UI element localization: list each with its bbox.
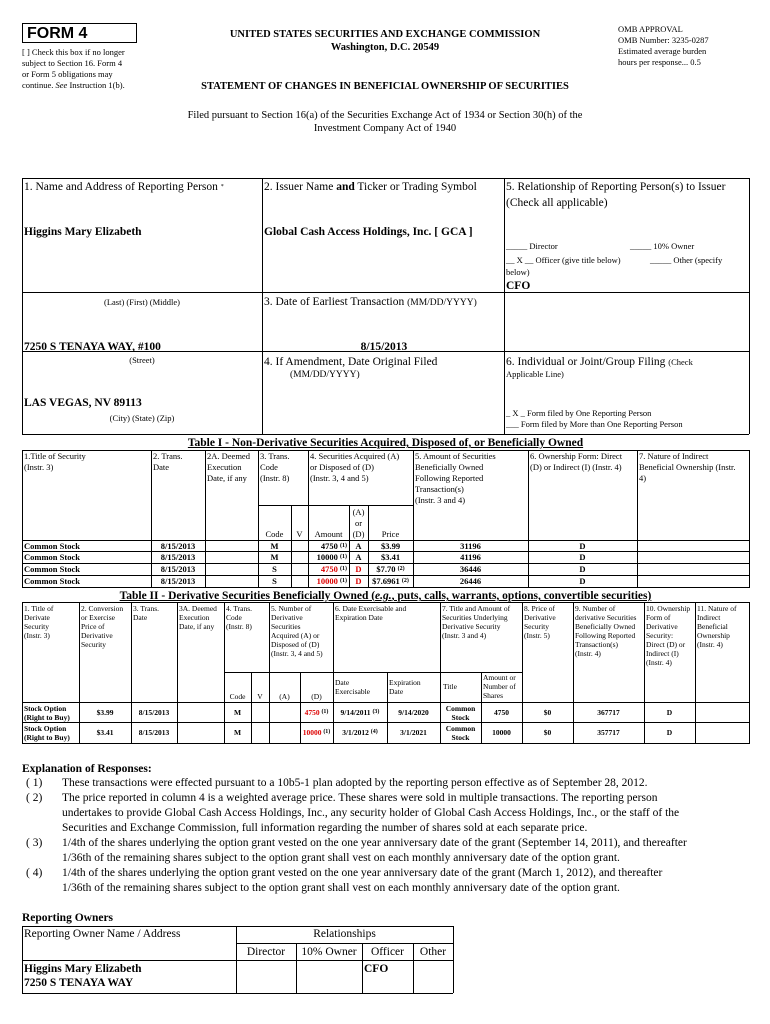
derivative-price: $0: [543, 728, 552, 737]
header-line: (Instr. 4): [646, 658, 672, 667]
header-line: Indirect (I): [646, 649, 679, 658]
transaction-date: 8/15/2013: [160, 552, 196, 562]
amount-value: 4750: [320, 564, 340, 574]
multiple-reporting-persons-option[interactable]: ___ Form filed by More than One Reporting Person: [506, 419, 683, 429]
transaction-code: M: [270, 541, 279, 551]
amount-owned: 26446: [459, 576, 482, 586]
exercise-price: $3.99: [96, 708, 114, 717]
footnote-ref[interactable]: (1): [340, 578, 347, 584]
ownership-form: D: [579, 552, 586, 562]
grid-line: [749, 602, 750, 744]
agency-name: UNITED STATES SECURITIES AND EXCHANGE COMMISSION: [229, 29, 541, 40]
t2-header-ownership-form: [646, 604, 690, 667]
header-line: Security: [81, 640, 106, 649]
acquired-disposed: A: [355, 541, 362, 551]
issuer-name: Global Cash Access Holdings, Inc. [ GCA ]: [264, 226, 473, 238]
header-line: Execution: [179, 613, 210, 622]
header-line: (Instr. 5): [524, 631, 550, 640]
form4-checkbox-text[interactable]: [22, 47, 157, 91]
footnote-ref[interactable]: (2): [397, 566, 405, 572]
amount: [308, 564, 347, 575]
header-line: 11. Nature of: [697, 604, 737, 613]
owners-director: Director: [246, 946, 286, 958]
grid-line: [749, 450, 750, 588]
security-title: Common Stock: [24, 541, 80, 551]
t1-sub-code: Code: [265, 529, 284, 539]
owners-relationships: Relationships: [313, 928, 376, 940]
filed-pursuant-line-1: Filed pursuant to Section 16(a) of the Securities Exchange Act of 1934 or Section 30(h) of the: [187, 110, 583, 121]
t2-header-date: [133, 604, 159, 622]
t1-header-date: 2. Trans. Date: [153, 451, 183, 472]
grid-line: [22, 960, 453, 961]
ownership-form: D: [579, 576, 586, 586]
header-line: 2. Conversion: [81, 604, 124, 613]
ten-percent-owner-checkbox[interactable]: _____ 10% Owner: [630, 241, 695, 251]
footnote-number: ( 2): [26, 792, 43, 804]
owners-officer: Officer: [371, 946, 404, 958]
t1-header-nature: 7. Nature of Indirect Beneficial Ownership (Instr. 4): [639, 451, 736, 483]
footnote-text: 1/4th of the shares underlying the option grant vested on the one year anniversary date of the grant (September 14, 2011), and thereafter: [62, 837, 687, 849]
grid-line: [22, 587, 749, 588]
header-line: Shares: [483, 691, 503, 700]
t1-header-acquired: 4. Securities Acquired (A) or Disposed of (D) (Instr. 3, 4 and 5): [310, 451, 400, 483]
header-line: Price of: [81, 622, 105, 631]
header-line: Form of: [646, 613, 671, 622]
t2-header-number: [271, 604, 323, 658]
t2-header-code: [226, 604, 252, 631]
header-line: 1. Title of: [24, 604, 54, 613]
grid-line: [22, 702, 749, 703]
grid-line: [22, 292, 262, 293]
grid-line: [22, 993, 453, 994]
checkbox-line: or Form 5 obligations may: [22, 69, 113, 79]
header-line: (Instr. 3, 4 and 5): [271, 649, 323, 658]
checkbox-line: subject to Section 16. Form 4: [22, 58, 123, 68]
filed-pursuant-line-2: Investment Company Act of 1940: [313, 123, 457, 134]
footnote-text: 1/36th of the remaining shares subject to the option grant shall vest on each monthly anniversary date of the option grant.: [62, 852, 620, 864]
earliest-transaction-date: 8/15/2013: [360, 341, 408, 353]
box1-label: 1. Name and Address of Reporting Person *: [24, 181, 224, 193]
amount: [308, 576, 347, 587]
owners-other: Other: [419, 946, 447, 958]
header-line: Acquired (A) or: [271, 631, 320, 640]
officer-checkbox[interactable]: __ X __ Officer (give title below): [506, 255, 621, 265]
box5-label-line: (Check all applicable): [506, 197, 608, 209]
t2-header-nature: [697, 604, 737, 649]
amount: [308, 541, 347, 552]
grid-line: [749, 178, 750, 434]
table1-title: Table I - Non-Derivative Securities Acquired, Disposed of, or Beneficially Owned: [187, 437, 584, 449]
grid-line: [637, 450, 638, 588]
ownership-form: D: [579, 564, 586, 574]
grid-line: [22, 178, 23, 434]
derivative-title: [24, 704, 70, 722]
exercisable-value: 3/1/2012: [342, 728, 371, 737]
footnote-ref[interactable]: (4): [370, 729, 378, 735]
t2-sub-v: V: [257, 692, 263, 701]
ownership-form: D: [666, 728, 673, 737]
header-line: 5. Number of: [271, 604, 312, 613]
owner-officer-value: CFO: [364, 963, 389, 975]
title-line: Stock: [451, 713, 470, 722]
header-line: (Instr. 3 and 4): [442, 631, 487, 640]
transaction-code: S: [272, 564, 277, 574]
header-line: 6. Date Exercisable and: [335, 604, 407, 613]
security-title: Common Stock: [24, 564, 80, 574]
box5-label: [506, 180, 750, 210]
date-exercisable: [333, 708, 387, 717]
header-line: Security: [524, 622, 549, 631]
t2-sub-a: (A): [279, 692, 290, 701]
header-line: 10. Ownership: [646, 604, 691, 613]
grid-line: [262, 178, 263, 434]
grid-line: [453, 926, 454, 993]
t2-sub-code: Code: [229, 692, 246, 701]
t2-sub-title: Title: [443, 682, 457, 691]
header-line: Derivative Security: [442, 622, 501, 631]
header-line: Derivate: [24, 613, 50, 622]
transaction-code: M: [233, 708, 242, 717]
exercise-price: $3.41: [96, 728, 114, 737]
t1-header-title: 1.Title of Security (Instr. 3): [24, 451, 86, 472]
header-line: Beneficially Owned: [575, 622, 636, 631]
footnote-text: The price reported in column 4 is a weighted average price. These shares were sold in multiple transactions. The reporting person: [62, 792, 658, 804]
title-line: Common: [445, 704, 476, 713]
title-line: Common: [445, 724, 476, 733]
header-line: Derivative: [524, 613, 556, 622]
t2-header-conversion: [81, 604, 123, 649]
header-line: Derivative: [646, 622, 678, 631]
header-line: Following Reported: [575, 631, 636, 640]
form-label: FORM 4: [22, 23, 137, 43]
owners-ten-pct: 10% Owner: [301, 946, 357, 958]
owner-address: 7250 S TENAYA WAY: [24, 977, 134, 989]
title-line: (Right to Buy): [24, 733, 70, 742]
footnote-ref[interactable]: (2): [401, 578, 409, 584]
header-line: Transaction(s): [575, 640, 619, 649]
price-value: $7.70: [376, 564, 398, 574]
box6-label: 6. Individual or Joint/Group Filing (Check: [506, 356, 693, 368]
security-title: Common Stock: [24, 576, 80, 586]
t2-sub-amount: [483, 673, 516, 700]
header-line: Derivative: [81, 631, 113, 640]
footnote-ref[interactable]: (1): [340, 554, 347, 560]
price-value: $3.99: [380, 541, 401, 551]
owner-name: Higgins Mary Elizabeth: [24, 963, 142, 975]
box4-label: 4. If Amendment, Date Original Filed: [264, 356, 438, 368]
ownership-form: D: [579, 541, 586, 551]
grid-line: [22, 722, 749, 723]
box4-hint: (MM/DD/YYYY): [290, 370, 360, 380]
header-line: 3A. Deemed: [179, 604, 217, 613]
price-value: $7.6961: [372, 576, 402, 586]
amount-value: 4750: [320, 541, 340, 551]
underlying-title: [440, 704, 481, 722]
header-line: Indirect: [697, 613, 721, 622]
derivative-title: [24, 724, 70, 742]
header-line: Security: [24, 622, 49, 631]
footnote-ref[interactable]: (3): [372, 709, 380, 715]
header-line: Direct (D) or: [646, 640, 686, 649]
header-line: Securities Underlying: [442, 613, 508, 622]
header-line: derivative Securities: [575, 613, 637, 622]
grid-line: [504, 178, 505, 434]
reporting-owners-heading: Reporting Owners: [22, 912, 114, 924]
t2-header-price: [524, 604, 556, 640]
header-line: (Instr. 4): [697, 640, 723, 649]
omb-line: OMB APPROVAL: [618, 24, 683, 34]
header-line: 7. Title and Amount of: [442, 604, 511, 613]
transaction-code: M: [270, 552, 279, 562]
grid-line: [22, 450, 23, 588]
director-checkbox[interactable]: _____ Director: [506, 241, 558, 251]
date-exercisable: [333, 728, 387, 737]
t1-sub-ad: (A) or (D): [352, 507, 365, 539]
header-line: Beneficial: [697, 622, 728, 631]
header-line: Code: [226, 613, 242, 622]
transaction-code: S: [272, 576, 277, 586]
acquired-disposed: D: [355, 576, 362, 586]
city-hint: (City) (State) (Zip): [109, 413, 175, 423]
header-line: or Exercise: [81, 613, 115, 622]
underlying-amount: 4750: [494, 708, 509, 717]
ownership-form: D: [666, 708, 673, 717]
t1-sub-price: Price: [381, 529, 400, 539]
omb-line: OMB Number: 3235-0287: [618, 35, 709, 45]
transaction-code: M: [233, 728, 242, 737]
grid-line: [262, 292, 504, 293]
name-hint: (Last) (First) (Middle): [103, 297, 180, 307]
grid-line: [205, 450, 206, 588]
title-line: Stock: [451, 733, 470, 742]
disposed-amount: [300, 728, 333, 737]
t1-header-ownership-form: 6. Ownership Form: Direct (D) or Indirect (I) (Instr. 4): [530, 451, 623, 472]
grid-line: [504, 292, 749, 293]
footnote-number: ( 4): [26, 867, 43, 879]
grid-line: [22, 178, 749, 179]
title-line: (Right to Buy): [24, 713, 70, 722]
amount-owned: 357717: [597, 728, 620, 737]
omb-line: hours per response... 0.5: [618, 57, 701, 67]
grid-line: [251, 672, 252, 744]
owners-col-name: Reporting Owner Name / Address: [24, 928, 181, 940]
omb-approval: [618, 24, 758, 68]
header-line: 3. Trans.: [133, 604, 160, 613]
transaction-date: 8/15/2013: [138, 728, 170, 737]
t1-header-code: 3. Trans. Code (Instr. 8): [260, 451, 290, 483]
expiration-date: 3/1/2021: [400, 728, 427, 737]
t1-sub-amount: Amount: [314, 529, 343, 539]
price: [368, 552, 413, 563]
footnote-number: ( 1): [26, 777, 43, 789]
other-checkbox[interactable]: _____ Other (specify: [650, 255, 723, 265]
agency-location: Washington, D.C. 20549: [330, 42, 440, 53]
amount-owned: 31196: [460, 541, 481, 551]
header-line: 4. Trans.: [226, 604, 253, 613]
t2-header-owned: [575, 604, 636, 658]
t1-header-deemed: 2A. Deemed Execution Date, if any: [207, 451, 250, 483]
transaction-date: 8/15/2013: [160, 576, 196, 586]
derivative-price: $0: [543, 708, 552, 717]
header-line: 8. Price of: [524, 604, 556, 613]
t2-sub-d: (D): [311, 692, 322, 701]
transaction-date: 8/15/2013: [160, 564, 196, 574]
box3-label: 3. Date of Earliest Transaction (MM/DD/YYYY): [264, 296, 477, 308]
reporting-person-street: 7250 S TENAYA WAY, #100: [24, 341, 161, 353]
omb-line: Estimated average burden: [618, 46, 707, 56]
disposed-value: 4750: [304, 708, 322, 717]
table2-title: Table II - Derivative Securities Beneficially Owned (e.g., puts, calls, warrants, options, convertible securities): [119, 590, 652, 602]
officer-title: CFO: [506, 280, 531, 292]
header-line: Number of: [483, 682, 516, 691]
header-line: (Instr. 8): [226, 622, 252, 631]
amount-value: 10000: [316, 576, 340, 586]
underlying-title: [440, 724, 481, 742]
grid-line: [22, 926, 23, 993]
header-line: Derivative: [271, 613, 303, 622]
box5-label-line: 5. Relationship of Reporting Person(s) to Issuer: [506, 181, 726, 193]
grid-line: [22, 743, 749, 744]
expiration-date: 9/14/2020: [398, 708, 429, 717]
checkbox-line: [ ] Check this box if no longer: [22, 47, 125, 57]
one-reporting-person-option[interactable]: _ X _ Form filed by One Reporting Person: [506, 408, 652, 418]
footnote-text: Securities and Exchange Commission, full information regarding the number of shares sold at each separate price.: [62, 822, 588, 834]
amount-owned: 367717: [597, 708, 620, 717]
amount-owned: 41196: [460, 552, 481, 562]
title-line: Stock Option: [24, 724, 67, 733]
checkbox-line: continue. See Instruction 1(b).: [22, 80, 125, 90]
t2-header-deemed: [179, 604, 217, 631]
t2-sub-exercisable: Date Exercisable: [335, 678, 370, 696]
header-line: Expiration Date: [335, 613, 383, 622]
box2-label: 2. Issuer Name and Ticker or Trading Symbol: [264, 181, 477, 193]
explanation-heading: Explanation of Responses:: [22, 763, 152, 775]
header-line: Disposed of (D): [271, 640, 320, 649]
price: [368, 564, 413, 575]
header-line: Securities: [271, 622, 301, 631]
underlying-amount: 10000: [492, 728, 511, 737]
transaction-date: 8/15/2013: [138, 708, 170, 717]
header-line: Date: [133, 613, 148, 622]
header-line: 9. Number of: [575, 604, 616, 613]
header-line: (Instr. 4): [575, 649, 601, 658]
title-line: Stock Option: [24, 704, 67, 713]
t2-header-title: [24, 604, 53, 640]
other-below: below): [506, 267, 530, 277]
disposed-value: 10000: [302, 728, 324, 737]
grid-line: [258, 505, 413, 506]
grid-line: [236, 943, 453, 944]
street-hint: (Street): [129, 355, 155, 365]
header-line: Ownership: [697, 631, 730, 640]
reporting-person-city: LAS VEGAS, NV 89113: [24, 397, 142, 409]
footnote-text: These transactions were effected pursuant to a 10b5-1 plan adopted by the reporting person effective as of September 28, 2012.: [62, 777, 648, 789]
amount: [308, 552, 347, 563]
footnote-ref[interactable]: (1): [321, 709, 329, 715]
transaction-date: 8/15/2013: [160, 541, 196, 551]
acquired-disposed: D: [355, 564, 362, 574]
grid-line: [22, 434, 749, 435]
price-value: $3.41: [380, 552, 401, 562]
footnote-ref[interactable]: (1): [323, 729, 331, 735]
statement-title: STATEMENT OF CHANGES IN BENEFICIAL OWNERSHIP OF SECURITIES: [201, 81, 569, 92]
header-line: (Instr. 3): [24, 631, 50, 640]
footnote-ref[interactable]: (1): [340, 543, 347, 549]
box6-hint: Applicable Line): [506, 369, 564, 379]
footnote-number: ( 3): [26, 837, 43, 849]
grid-line: [224, 672, 333, 673]
header-line: Security:: [646, 631, 674, 640]
footnote-text: 1/4th of the shares underlying the option grant vested on the one year anniversary date of the grant (March 1, 2012), and thereafter: [62, 867, 663, 879]
security-title: Common Stock: [24, 552, 80, 562]
reporting-person-name: Higgins Mary Elizabeth: [24, 226, 142, 238]
footnote-text: undertakes to provide Global Cash Access Holdings, Inc., any security holder of Global Cash Access Holdings, Inc., or the staff of the: [62, 807, 680, 819]
exercisable-value: 9/14/2011: [340, 708, 373, 717]
price: [368, 576, 413, 587]
header-line: Date, if any: [179, 622, 215, 631]
disposed-amount: [300, 708, 333, 717]
t2-header-underlying: [442, 604, 510, 640]
amount-value: 10000: [316, 552, 340, 562]
header-line: Amount or: [483, 673, 516, 682]
t2-sub-expiration: Expiration Date: [389, 678, 421, 696]
amount-owned: 36446: [459, 564, 482, 574]
t1-header-amount-owned: 5. Amount of Securities Beneficially Owned Following Reported Transaction(s) (Instr. 3 and 4): [415, 451, 496, 505]
t2-header-exercisable: [335, 604, 406, 622]
price: [368, 541, 413, 552]
acquired-disposed: A: [355, 552, 362, 562]
footnote-text: 1/36th of the remaining shares subject to the option grant shall vest on each monthly anniversary date of the option grant.: [62, 882, 620, 894]
t1-sub-v: V: [296, 529, 303, 539]
footnote-ref[interactable]: (1): [340, 566, 347, 572]
